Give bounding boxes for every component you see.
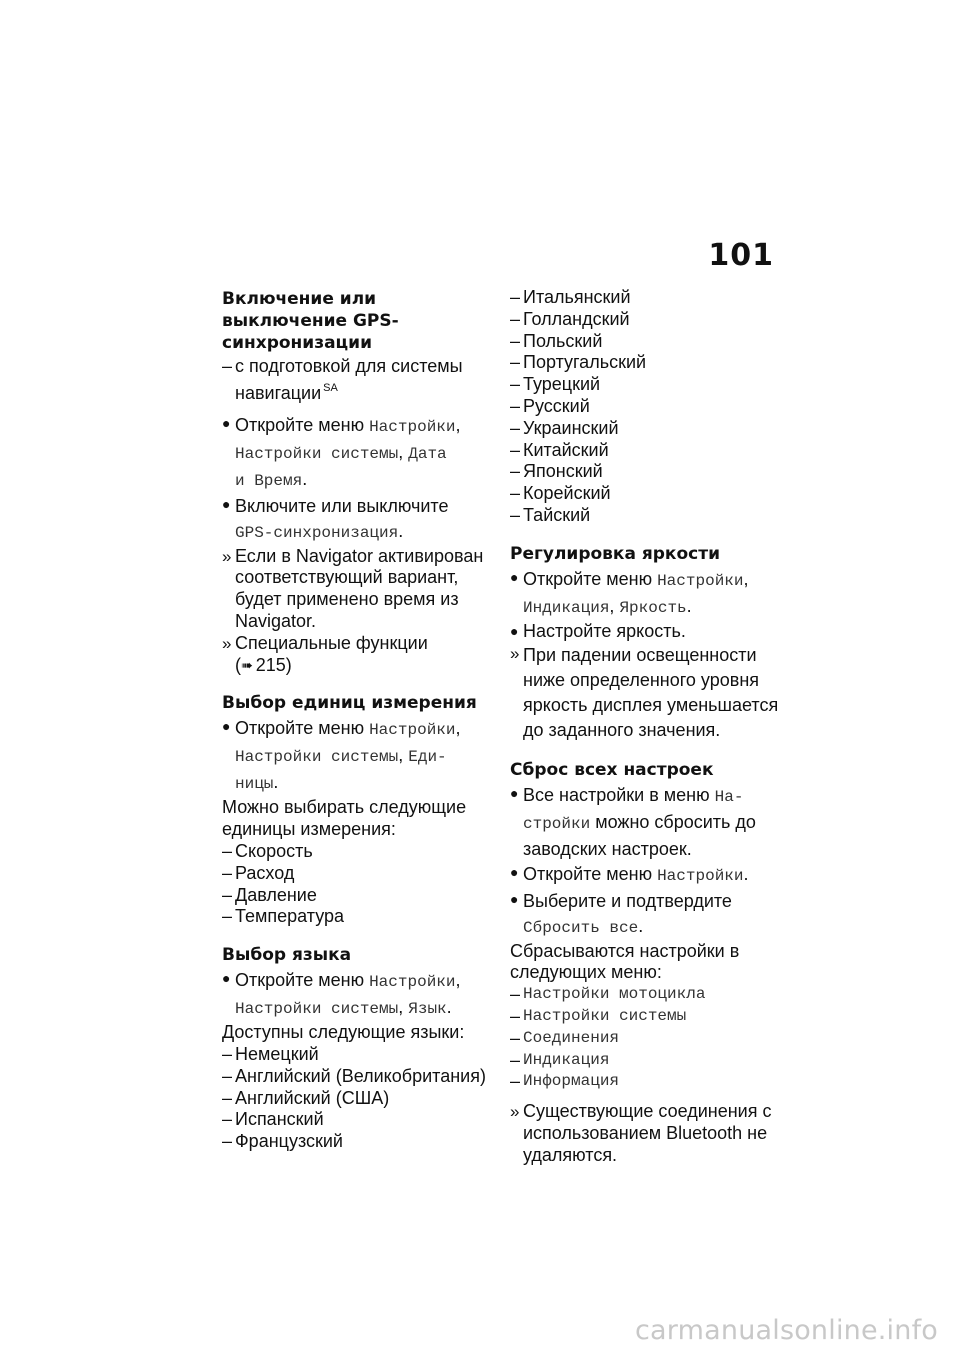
list-item: – Температура [222, 906, 345, 927]
list-item: – Русский [510, 395, 590, 416]
dash-marker: – [510, 287, 521, 307]
dash-marker: – [222, 1043, 233, 1064]
right-column [510, 287, 780, 1167]
list-item: – Соединения [510, 1027, 620, 1048]
list-item: – Французский [222, 1131, 343, 1152]
left-column [222, 288, 492, 1153]
dash-marker: – [510, 984, 521, 1005]
section-title: Регулировка яркости [510, 543, 720, 564]
list-item: – Португальский [510, 352, 647, 373]
dash-marker: – [510, 1027, 521, 1048]
section-reset [510, 759, 780, 1167]
list-item: – Китайский [510, 439, 609, 460]
bullet-marker: ● [222, 970, 231, 987]
bullet-marker: ● [510, 568, 519, 585]
list-item: – Украинский [510, 417, 619, 438]
section-title: Сброс всех настроек [510, 759, 714, 780]
dash-marker: – [222, 356, 233, 376]
page-reference-arrow-icon: ➠ [241, 656, 253, 673]
section-language [222, 944, 492, 1153]
list-item: – Английский (Великобритания) [222, 1065, 486, 1086]
step-toggle: ● Включите или выключите GPS-синхронизация. [222, 494, 492, 546]
bullet-marker: ● [510, 622, 519, 639]
step-open-menu: ● Откройте меню Настройки, Индикация, Яркость. [510, 567, 780, 621]
list-item: – Польский [510, 330, 603, 351]
result-marker: » [510, 643, 520, 663]
dash-marker: – [222, 840, 233, 861]
paragraph: Доступны следующие языки: [222, 1022, 465, 1043]
list-item: – Скорость [222, 840, 313, 861]
list-item: – Информация [510, 1071, 620, 1092]
list-item: – Голландский [510, 308, 630, 329]
dash-marker: – [510, 504, 521, 525]
result-special-functions: » Специальные функции (➠ 215) [222, 632, 428, 675]
prerequisite-note: – с подготовкой для системы навигации $^{SA}$ [222, 356, 463, 403]
dash-marker: – [510, 439, 521, 460]
paragraph: Сбрасываются настройки в следующих меню: [510, 940, 740, 983]
sa-badge: SA [323, 381, 338, 394]
dash-marker: – [510, 461, 521, 482]
list-item: – Настройки мотоцикла [510, 984, 706, 1005]
step-info: ● Все настройки в меню На- стройки можно сбросить до заводских настроек. [510, 783, 780, 862]
result-navigator: » Если в Navigator активирован соответствующий вариант, будет применено время из Navigator. [222, 545, 484, 631]
list-item: – Расход [222, 862, 295, 883]
list-item: – Испанский [222, 1109, 324, 1130]
dash-marker: – [222, 1109, 233, 1130]
paragraph: Можно выбирать следующие единицы измерения: [222, 797, 467, 840]
watermark: carmanualsonline.info [635, 1315, 938, 1346]
bullet-marker: ● [222, 718, 231, 735]
dash-marker: – [510, 330, 521, 351]
step-open-menu: ● Откройте меню Настройки. [510, 862, 780, 889]
dash-marker: – [510, 395, 521, 416]
dash-marker: – [510, 1071, 521, 1092]
dash-marker: – [510, 483, 521, 504]
dash-marker: – [510, 417, 521, 438]
list-item: – Настройки системы [510, 1005, 687, 1026]
list-item: – Турецкий [510, 374, 601, 395]
list-item: – Итальянский [510, 287, 631, 307]
result-brightness: » При падении освещенности ниже определенного уровня яркость дисплея уменьшается до заданного значения. [510, 643, 780, 743]
section-gps [222, 288, 492, 676]
list-item: – Корейский [510, 483, 611, 504]
section-brightness [510, 543, 780, 743]
language-list-continued [510, 287, 780, 527]
bullet-marker: ● [222, 414, 231, 431]
page-reference[interactable]: 215) [255, 654, 292, 675]
result-marker: » [510, 1102, 520, 1122]
list-item: – Английский (США) [222, 1087, 390, 1108]
dash-marker: – [510, 374, 521, 395]
bullet-marker: ● [510, 784, 519, 801]
dash-marker: – [510, 352, 521, 373]
list-item: – Японский [510, 461, 603, 482]
dash-marker: – [222, 1087, 233, 1108]
step-confirm: ● Выберите и подтвердите Сбросить все. [510, 889, 780, 941]
dash-marker: – [222, 884, 233, 905]
list-item: – Давление [222, 884, 317, 905]
step-open-menu: ● Откройте меню Настройки, Настройки системы, Дата и Время. [222, 413, 492, 494]
result-marker: » [222, 546, 232, 566]
dash-marker: – [510, 1005, 521, 1026]
section-title: Выбор языка [222, 945, 352, 966]
list-item: – Индикация [510, 1049, 610, 1070]
section-title: Выбор единиц измерения [222, 693, 477, 714]
bullet-marker: ● [510, 890, 519, 907]
step-open-menu: ● Откройте меню Настройки, Настройки системы, Язык. [222, 968, 492, 1022]
result-bluetooth: » Существующие соединения с использованием Bluetooth не удаляются. [510, 1101, 772, 1165]
list-item: – Немецкий [222, 1043, 319, 1064]
section-title: Включение или выключение GPS- синхронизации [222, 289, 399, 353]
step-open-menu: ● Откройте меню Настройки, Настройки системы, Еди- ницы. [222, 716, 492, 797]
section-units [222, 692, 492, 928]
dash-marker: – [510, 308, 521, 329]
bullet-marker: ● [510, 863, 519, 880]
list-item: – Тайский [510, 504, 591, 525]
dash-marker: – [222, 906, 233, 927]
bullet-marker: ● [222, 495, 231, 512]
page-number: 101 [708, 238, 774, 273]
dash-marker: – [222, 1065, 233, 1086]
step-adjust: ● Настройте яркость. [510, 620, 686, 641]
dash-marker: – [222, 1131, 233, 1152]
result-marker: » [222, 633, 232, 653]
dash-marker: – [222, 862, 233, 883]
dash-marker: – [510, 1049, 521, 1070]
